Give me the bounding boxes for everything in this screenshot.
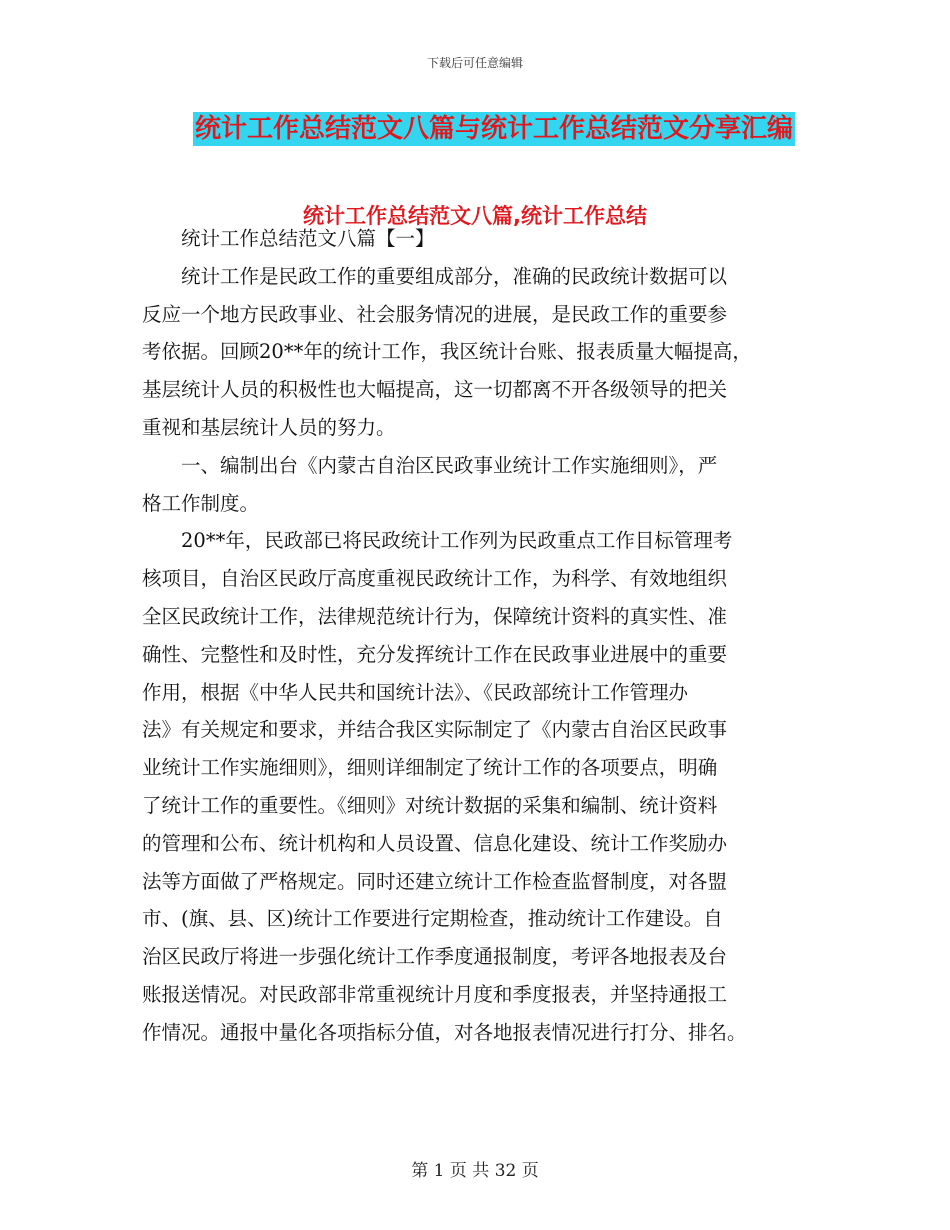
body-line: 考依据。回顾20**年的统计工作，我区统计台账、报表质量大幅提高， [142,340,752,364]
body-line: 市、(旗、县、区)统计工作要进行定期检查，推动统计工作建设。自 [142,907,723,931]
body-line: 的管理和公布、统计机构和人员设置、信息化建设、统计工作奖励办 [142,831,728,855]
document-subtitle: 统计工作总结范文八篇,统计工作总结 [303,204,647,228]
body-line: 作用，根据《中华人民共和国统计法》、《民政部统计工作管理办 [142,680,689,704]
body-line: 统计工作是民政工作的重要组成部分，准确的民政统计数据可以 [142,264,728,288]
body-line: 统计工作总结范文八篇【一】 [142,227,435,250]
body-line: 作情况。通报中量化各项指标分值，对各地报表情况进行打分、排名。 [142,1020,747,1044]
body-line: 全区民政统计工作，法律规范统计行为，保障统计资料的真实性、准 [142,604,728,628]
header-note: 下载后可任意编辑 [426,56,523,70]
body-line: 反应一个地方民政事业、社会服务情况的进展，是民政工作的重要参 [142,302,728,326]
body-line: 确性、完整性和及时性，充分发挥统计工作在民政事业进展中的重要 [142,642,728,666]
document-title: 统计工作总结范文八篇与统计工作总结范文分享汇编 [195,114,794,144]
body-line: 了统计工作的重要性。《细则》对统计数据的采集和编制、统计资料 [142,793,718,817]
page-number: 第 1 页 共 32 页 [411,1161,539,1181]
body-line: 20**年，民政部已将民政统计工作列为民政重点工作目标管理考 [142,529,733,553]
body-line: 重视和基层统计人员的努力。 [142,415,396,439]
body-line: 核项目，自治区民政厅高度重视民政统计工作，为科学、有效地组织 [142,567,728,591]
body-line: 业统计工作实施细则》，细则详细制定了统计工作的各项要点，明确 [142,756,718,780]
body-line: 格工作制度。 [142,491,260,515]
document-body [142,220,802,1052]
body-line: 法等方面做了严格规定。同时还建立统计工作检查监督制度，对各盟 [142,869,728,893]
body-line: 账报送情况。对民政部非常重视统计月度和季度报表，并坚持通报工 [142,982,728,1006]
body-line: 基层统计人员的积极性也大幅提高，这一切都离不开各级领导的把关 [142,378,728,402]
body-line: 法》有关规定和要求，并结合我区实际制定了《内蒙古自治区民政事 [142,718,728,742]
body-line: 一、编制出台《内蒙古自治区民政事业统计工作实施细则》，严 [142,453,718,477]
body-line: 治区民政厅将进一步强化统计工作季度通报制度，考评各地报表及台 [142,945,728,969]
